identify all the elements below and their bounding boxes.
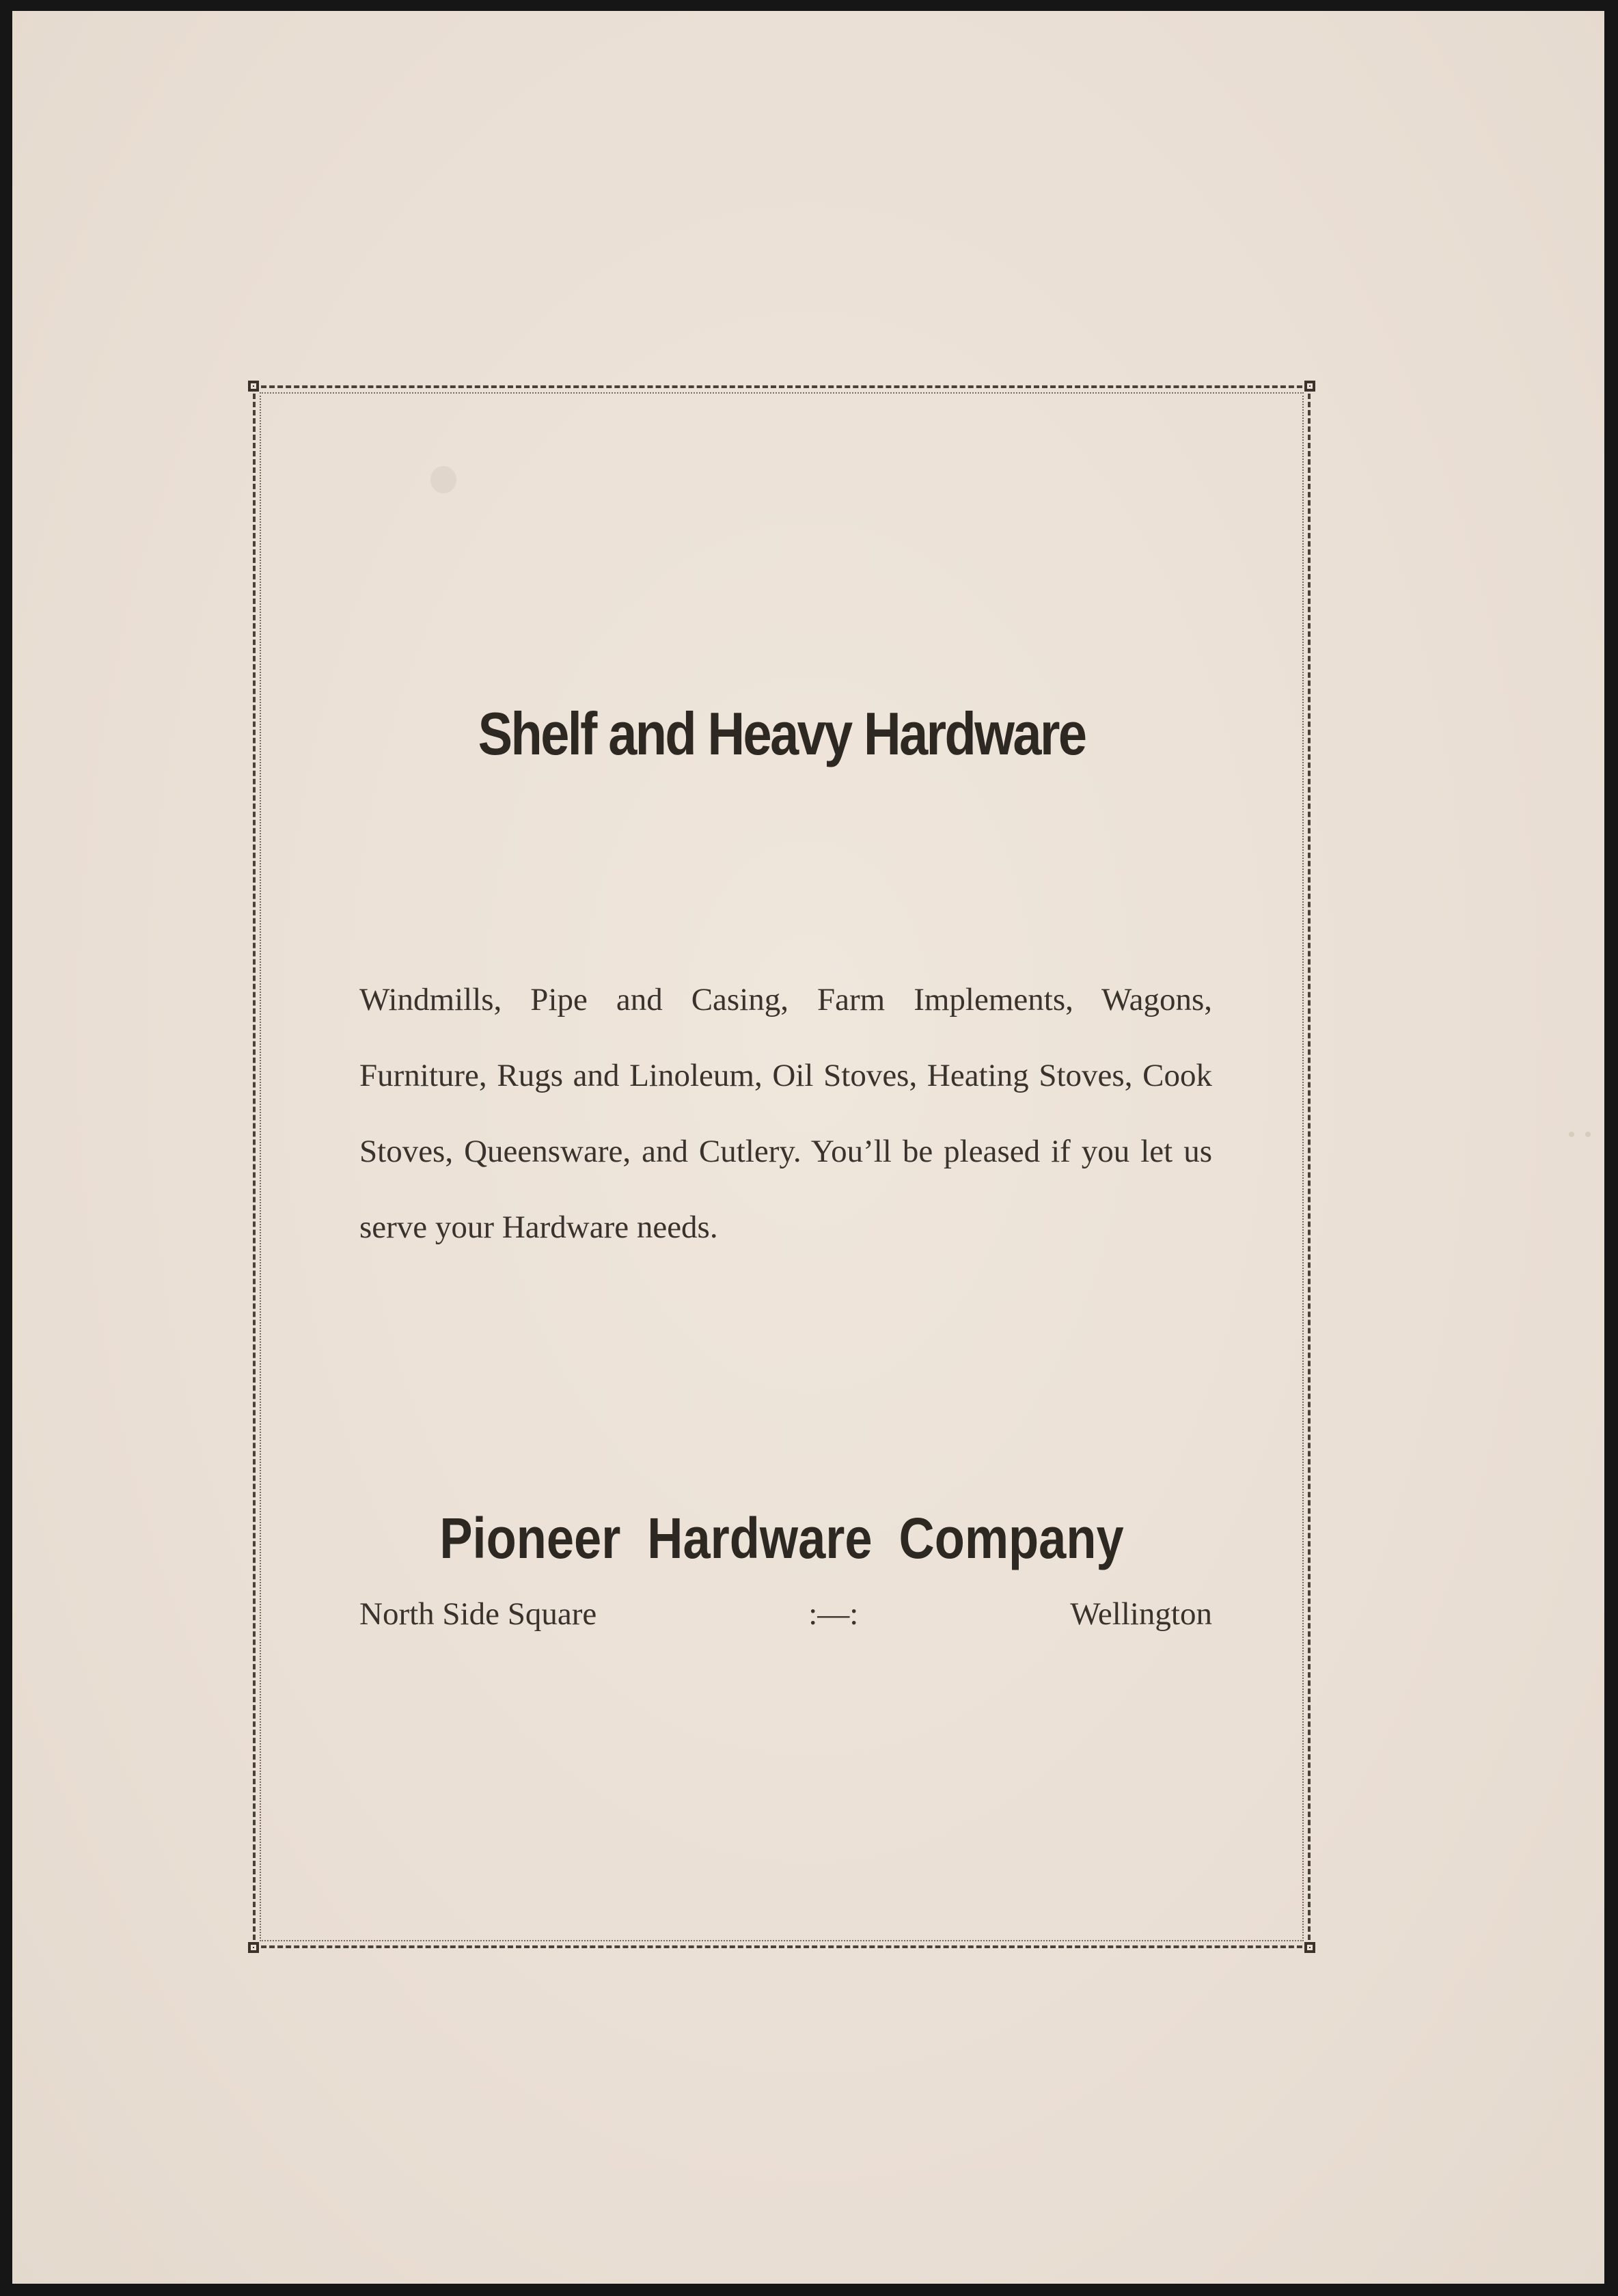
address-location: North Side Square bbox=[359, 1596, 597, 1632]
address-line bbox=[359, 1595, 1212, 1633]
ad-headline: Shelf and Heavy Hardware bbox=[478, 700, 1086, 767]
address-town: Wellington bbox=[1070, 1596, 1212, 1632]
paper-speck bbox=[1569, 1132, 1574, 1137]
border-corner-ornament bbox=[1304, 381, 1315, 392]
ad-body-text: Windmills, Pipe and Casing, Farm Implements, Wagons, Furniture, Rugs and Linoleum, Oil Stoves, Heating Stoves, Cook Stoves, Queensware, and Cutlery. You’ll be pleased if you let us serve your Hardware needs. bbox=[359, 982, 1212, 1245]
paper-speck bbox=[1585, 1132, 1591, 1137]
scanned-page bbox=[12, 11, 1604, 2284]
border-corner-ornament bbox=[1304, 1942, 1315, 1953]
border-corner-ornament bbox=[248, 1942, 259, 1953]
address-separator: :—: bbox=[808, 1596, 859, 1632]
border-corner-ornament bbox=[248, 381, 259, 392]
ornamental-border bbox=[253, 385, 1311, 1948]
company-name: Pioneer Hardware Company bbox=[439, 1506, 1124, 1570]
